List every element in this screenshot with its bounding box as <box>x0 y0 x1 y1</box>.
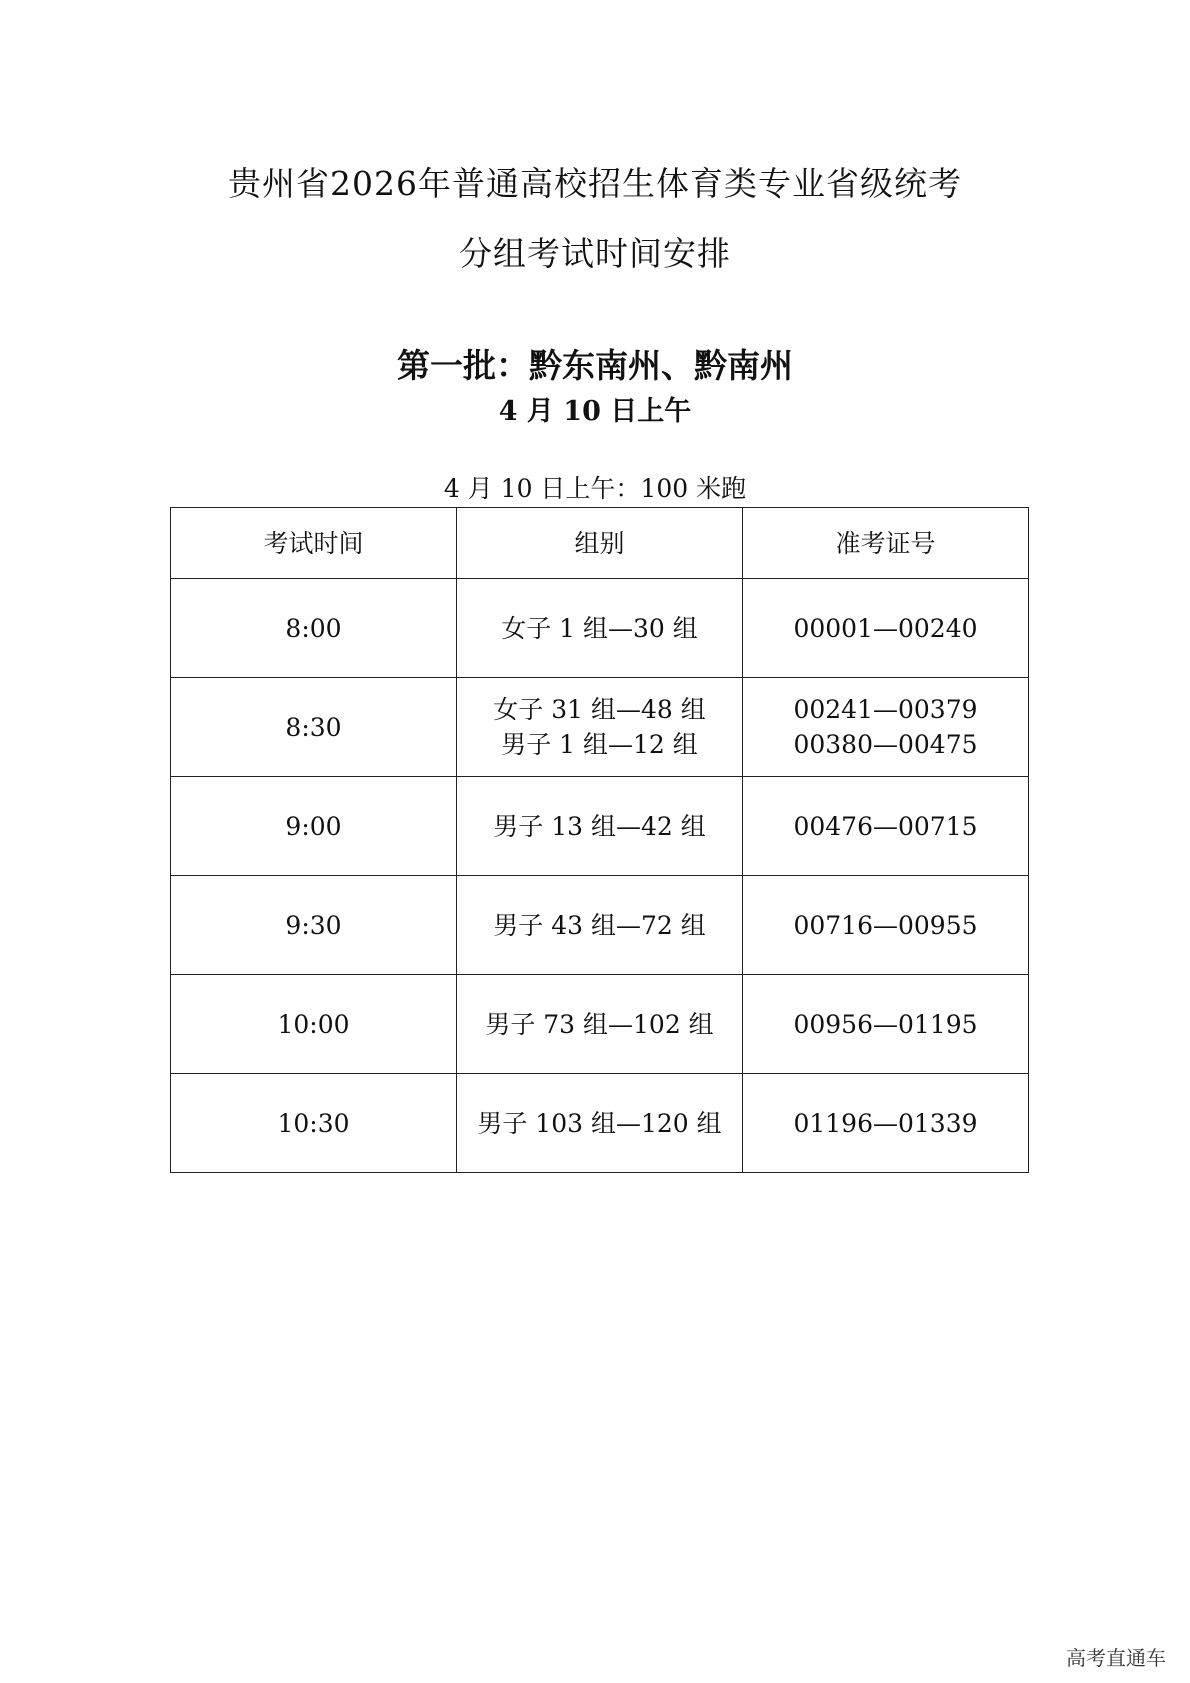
cell-group <box>457 579 743 678</box>
cell-admission-number <box>743 678 1029 777</box>
cell-exam-time: 8:00 <box>171 579 457 678</box>
table-row <box>171 1074 1029 1173</box>
table-row <box>171 579 1029 678</box>
group-range: 男子 1 组—12 组 <box>501 730 698 759</box>
cell-exam-time: 10:00 <box>171 975 457 1074</box>
cell-admission-number <box>743 876 1029 975</box>
admission-number-range: 00241—00379 <box>793 695 978 724</box>
column-header-group: 组别 <box>457 508 743 579</box>
cell-group <box>457 777 743 876</box>
table-header-row <box>171 508 1029 579</box>
table-row <box>171 777 1029 876</box>
group-range: 男子 103 组—120 组 <box>477 1108 722 1138</box>
admission-number-range: 00380—00475 <box>793 730 978 759</box>
cell-exam-time: 8:30 <box>171 678 457 777</box>
column-header-exam-time: 考试时间 <box>171 508 457 579</box>
cell-exam-time: 9:00 <box>171 777 457 876</box>
cell-admission-number <box>743 975 1029 1074</box>
admission-number-range: 00001—00240 <box>793 613 978 643</box>
watermark-text: 高考直通车 <box>1066 1646 1166 1670</box>
admission-number-range: 00716—00955 <box>793 910 978 940</box>
cell-admission-number <box>743 579 1029 678</box>
group-range: 男子 13 组—42 组 <box>493 811 706 841</box>
cell-group <box>457 975 743 1074</box>
document-title-line-2: 分组考试时间安排 <box>459 234 731 273</box>
admission-number-range: 00956—01195 <box>793 1009 978 1039</box>
batch-date: 4 月 10 日上午 <box>498 396 692 427</box>
group-range: 男子 43 组—72 组 <box>493 910 706 940</box>
document-title-line-1: 贵州省2026年普通高校招生体育类专业省级统考 <box>228 164 962 203</box>
group-range: 男子 73 组—102 组 <box>485 1009 714 1039</box>
table-row <box>171 975 1029 1074</box>
group-range: 女子 31 组—48 组 <box>493 695 706 724</box>
cell-group <box>457 1074 743 1173</box>
table-row <box>171 876 1029 975</box>
cell-admission-number <box>743 1074 1029 1173</box>
column-header-admission-number: 准考证号 <box>743 508 1029 579</box>
table-row <box>171 678 1029 777</box>
cell-admission-number <box>743 777 1029 876</box>
cell-group <box>457 876 743 975</box>
admission-number-range: 01196—01339 <box>793 1108 978 1138</box>
cell-exam-time: 9:30 <box>171 876 457 975</box>
table-caption: 4 月 10 日上午：100 米跑 <box>443 474 747 503</box>
cell-group <box>457 678 743 777</box>
batch-heading: 第一批：黔东南州、黔南州 <box>397 346 793 385</box>
cell-exam-time: 10:30 <box>171 1074 457 1173</box>
group-range: 女子 1 组—30 组 <box>501 613 698 643</box>
admission-number-range: 00476—00715 <box>793 811 978 841</box>
exam-schedule-table <box>170 507 1029 1173</box>
